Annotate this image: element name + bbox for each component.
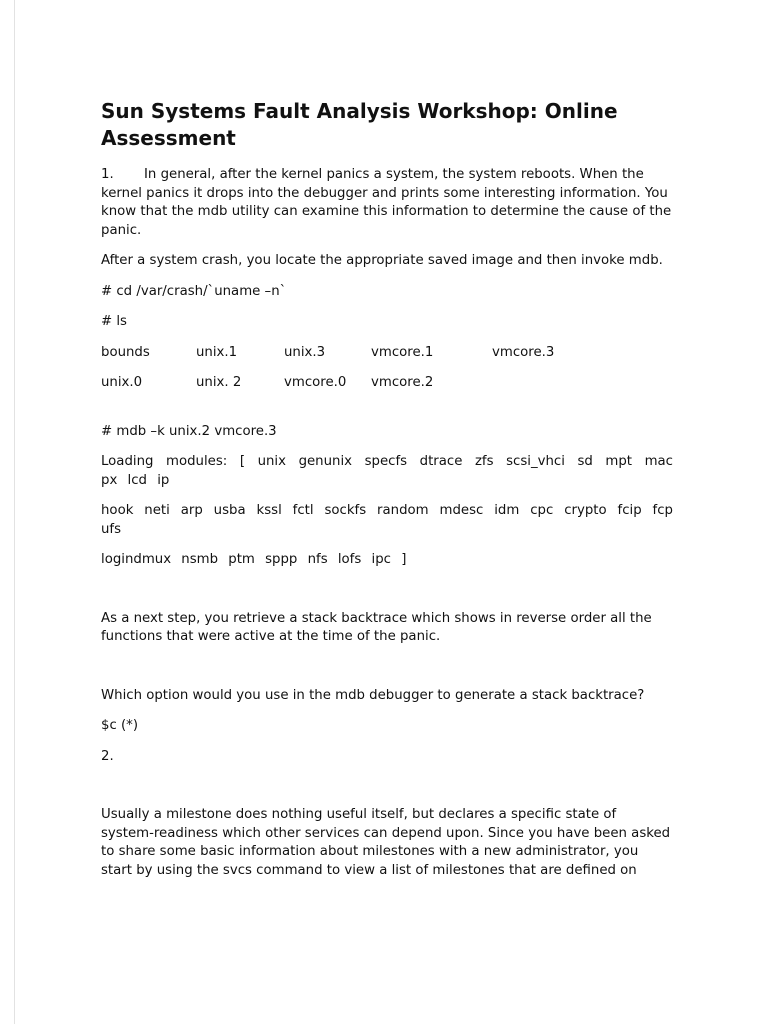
q1-cmd-mdb: # mdb –k unix.2 vmcore.3	[101, 423, 277, 439]
q1-intro-paragraph	[101, 166, 673, 240]
q1-question: Which option would you use in the mdb debugger to generate a stack backtrace?	[101, 687, 645, 703]
document-page	[101, 98, 673, 892]
ls-item: bounds	[101, 344, 150, 360]
q1-next-step: As a next step, you retrieve a stack backtrace which shows in reverse order all the functions that were active at the time of the panic.	[101, 610, 652, 644]
ls-item: unix.1	[196, 344, 238, 360]
q1-cmd-ls: # ls	[101, 314, 127, 329]
ls-item: vmcore.3	[492, 344, 555, 360]
ls-item: vmcore.0	[284, 375, 347, 390]
q2-intro: Usually a milestone does nothing useful itself, but declares a specific state of system-readiness which other services can depend upon. Since you have been asked to share some basic information about milestones with a new administrator, you start by using the svcs command to view a list of milestones that are defined on	[101, 807, 671, 878]
q2-number: 2.	[101, 748, 114, 764]
q1-intro-text: In general, after the kernel panics a system, the system reboots. When the kernel panics it drops into the debugger and prints some interesting information. You know that the mdb utility can examine this information to determine the cause of the panic.	[101, 167, 672, 238]
ls-item: vmcore.1	[371, 344, 434, 360]
ls-output-row-1	[101, 344, 673, 363]
ls-item: unix. 2	[196, 375, 242, 390]
ls-item: unix.3	[284, 344, 326, 360]
page-edge-rule	[14, 0, 15, 1024]
ls-item: unix.0	[101, 375, 143, 390]
q1-number: 1.	[101, 167, 114, 182]
modules-line-3: logindmux nsmb ptm sppp nfs lofs ipc ]	[101, 552, 407, 567]
document-title: Sun Systems Fault Analysis Workshop: Online Assessment	[101, 99, 618, 150]
modules-line-1: Loading modules: [ unix genunix specfs dtrace zfs scsi_vhci sd mpt mac px lcd ip	[101, 454, 673, 488]
q1-after-crash: After a system crash, you locate the appropriate saved image and then invoke mdb.	[101, 253, 663, 268]
q1-cmd-cd: # cd /var/crash/`uname –n`	[101, 283, 287, 299]
modules-line-2: hook neti arp usba kssl fctl sockfs random mdesc idm cpc crypto fcip fcp ufs	[101, 503, 673, 537]
ls-output-row-2	[101, 374, 673, 393]
ls-item: vmcore.2	[371, 375, 434, 390]
q1-answer: $c (*)	[101, 718, 139, 733]
